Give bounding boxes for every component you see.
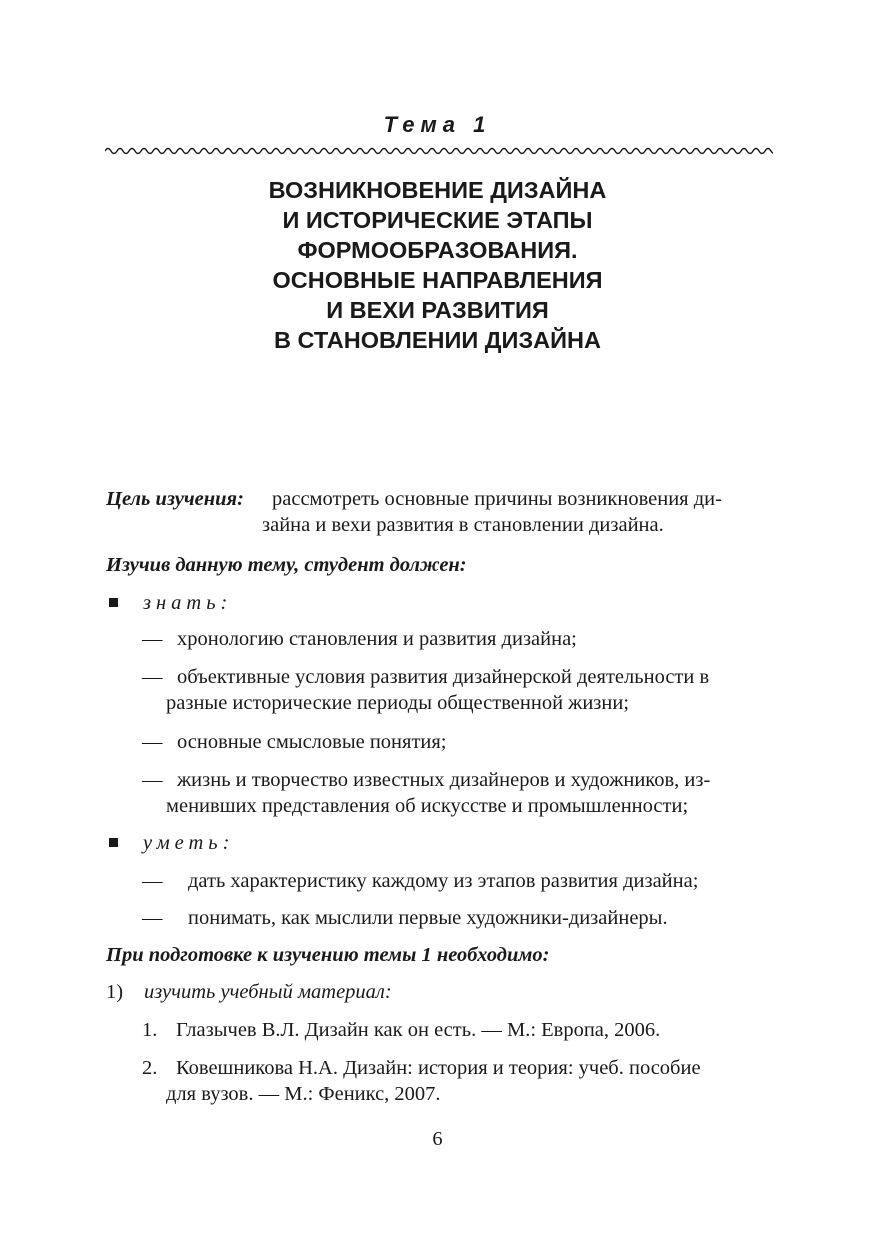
can-item: дать характеристику каждому из этапов развития дизайна;: [188, 870, 699, 892]
literature-number: 1.: [142, 1019, 158, 1041]
preparation-item-label: изучить учебный материал:: [144, 981, 392, 1003]
title-line: И ВЕХИ РАЗВИТИЯ: [326, 297, 549, 323]
title-line: В СТАНОВЛЕНИИ ДИЗАЙНА: [274, 327, 601, 353]
page-number: 6: [432, 1128, 443, 1150]
title-line: И ИСТОРИЧЕСКИЕ ЭТАПЫ: [282, 207, 593, 233]
know-item-continuation: разные исторические периоды общественной жизни;: [166, 692, 630, 714]
topic-label: Тема 1: [383, 112, 492, 137]
dash: —: [142, 731, 163, 753]
literature-item: Ковешникова Н.А. Дизайн: история и теория: учеб. пособие: [176, 1057, 701, 1079]
title-line: ОСНОВНЫЕ НАПРАВЛЕНИЯ: [272, 267, 603, 293]
know-item: жизнь и творчество известных дизайнеров и художников, из-: [177, 769, 711, 791]
can-item: понимать, как мыслили первые художники-дизайнеры.: [188, 907, 668, 929]
can-label: уметь:: [143, 832, 235, 854]
dash: —: [142, 870, 163, 892]
title-line: ВОЗНИКНОВЕНИЕ ДИЗАЙНА: [268, 177, 607, 203]
goal-text: рассмотреть основные причины возникновения ди-: [272, 488, 722, 510]
know-item: хронологию становления и развития дизайна;: [177, 628, 577, 650]
dash: —: [142, 907, 163, 929]
square-bullet-icon: [109, 598, 118, 607]
preparation-item-number: 1): [106, 981, 124, 1003]
dash: —: [142, 666, 163, 688]
wavy-divider: [105, 144, 773, 158]
student-must-title: Изучив данную тему, студент должен:: [106, 554, 467, 576]
square-bullet-icon: [109, 838, 118, 847]
dash: —: [142, 628, 163, 650]
goal-label: Цель изучения:: [106, 488, 244, 510]
literature-item: Глазычев В.Л. Дизайн как он есть. — М.: Европа, 2006.: [176, 1019, 661, 1041]
know-item: основные смысловые понятия;: [177, 731, 447, 753]
know-item: объективные условия развития дизайнерской деятельности в: [177, 666, 710, 688]
preparation-title: При подготовке к изучению темы 1 необходимо:: [106, 944, 550, 966]
literature-item-continuation: для вузов. — М.: Феникс, 2007.: [166, 1083, 441, 1105]
know-item-continuation: менивших представления об искусстве и промышленности;: [166, 795, 689, 817]
literature-number: 2.: [142, 1057, 158, 1079]
goal-text: зайна и вехи развития в становлении дизайна.: [262, 514, 664, 536]
title-line: ФОРМООБРАЗОВАНИЯ.: [297, 237, 578, 263]
dash: —: [142, 769, 163, 791]
know-label: знать:: [143, 592, 233, 614]
chapter-title: [0, 175, 875, 355]
